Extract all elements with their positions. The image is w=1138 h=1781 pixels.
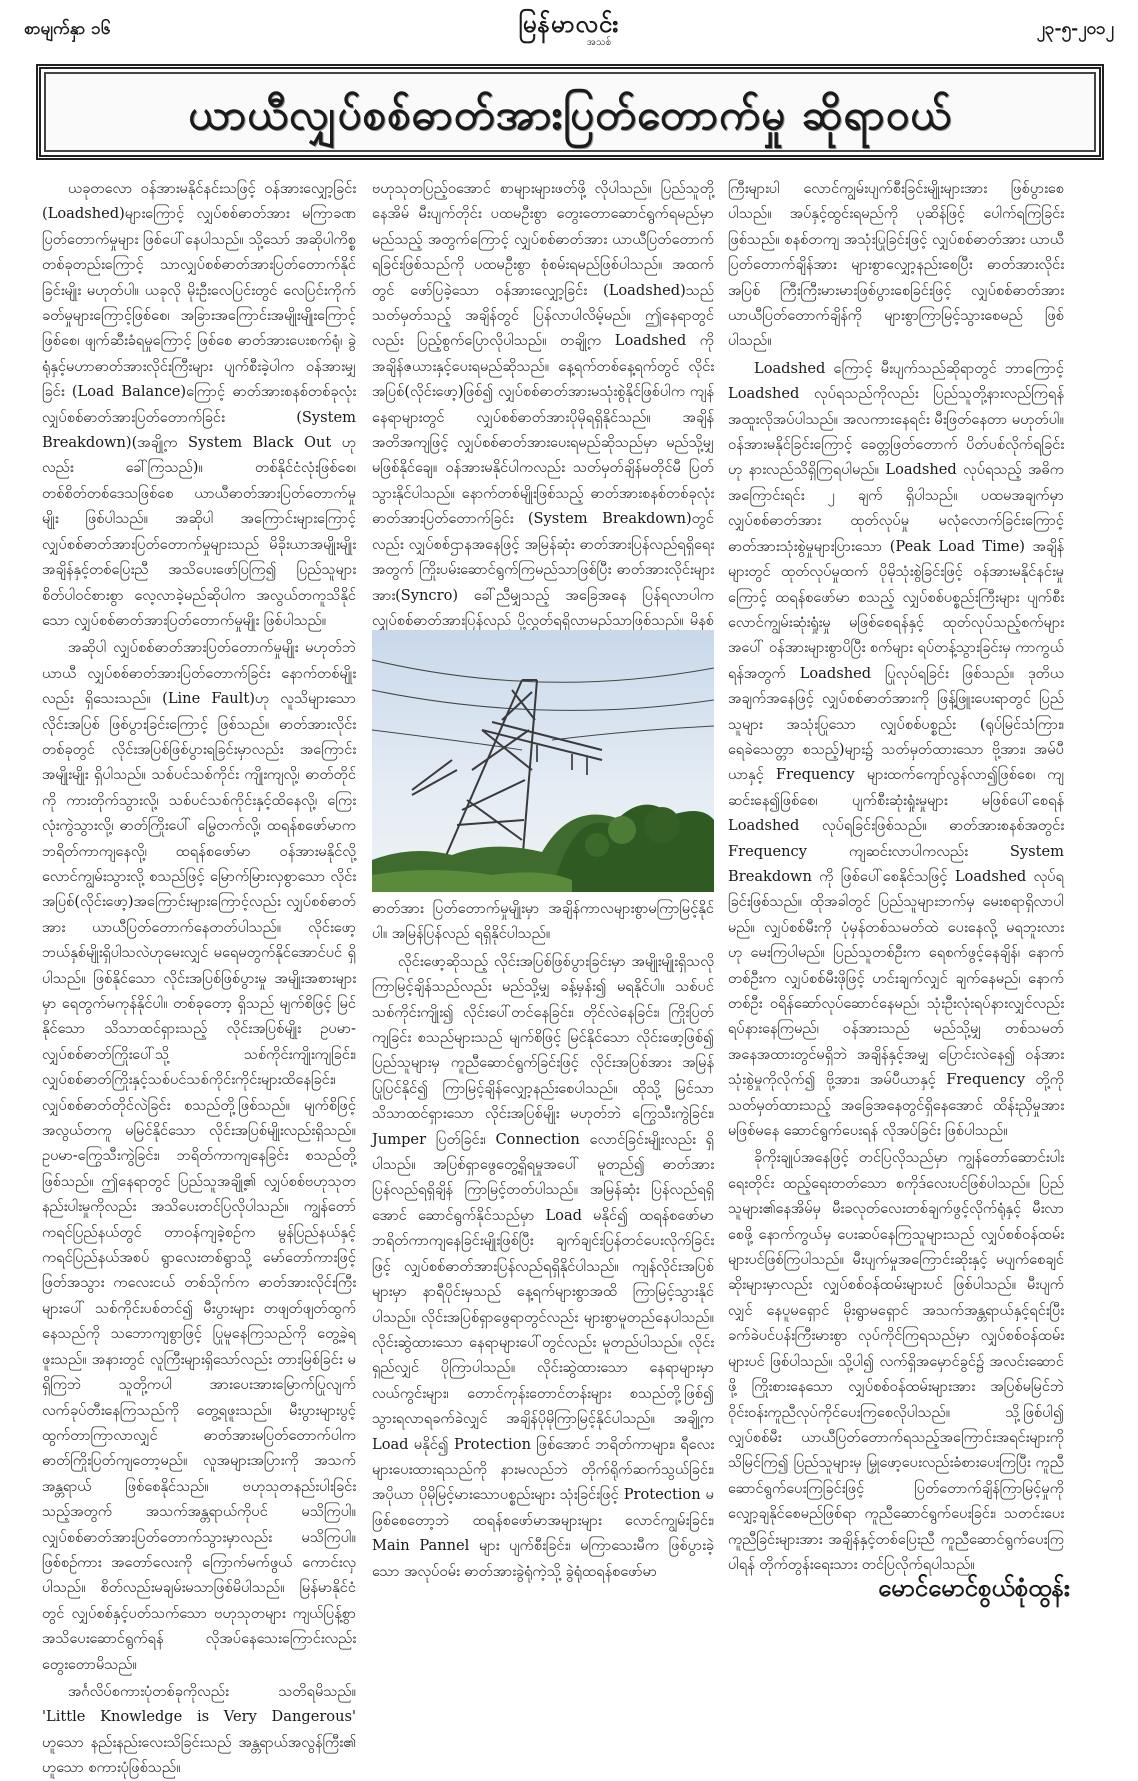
column-2-top [372,176,714,629]
article-column-3 [728,176,1064,1606]
headline-box [36,64,1104,160]
page-number: စာမျက်နှာ ၁၆ [24,19,111,39]
column-2-bottom [372,896,714,1606]
paragraph: ခိုကိုးချုပ်အနေဖြင့် တင်ပြလိုသည်မှာ ကျွန်တော်ဆောင်းပါးရေးတိုင်း ထည့်ရေးတတ်သော စကိုဒ်လေးပင်ဖြစ်ပါသည်။ ပြည်သူများ၏နေအိမ်မှ မီးခလုတ်လေးတစ်ချက်ဖွင့်လိုက်ရုံနှင့် မီးလာစေဖို့ နောက်ကွယ်မှ ပေးဆပ်နေကြသူများသည် လျှပ်စစ်ဝန်ထမ်းများပင်ဖြစ်ကြပါသည်။ မီးပျက်မှုအကြောင်းဆိုးနှင့် မပျက်စေချင်ဆိုးများမှာလည်း လျှပ်စစ်ဝန်ထမ်းများပင် ဖြစ်ပါသည်။ မီးပျက်လျှင် နေပူမရှောင် မိုးရွာမရှောင် အသက်အန္တရာယ်နှင့်ရင်းပြီး ခက်ခဲပင်ပန်းကြီးမားစွာ လုပ်ကိုင်ကြရသည်မှာ လျှပ်စစ်ဝန်ထမ်းများပင် ဖြစ်ပါသည်။ သို့ပါ၍ လက်ရှိအမှောင်ခွင်၌ အလင်းဆောင်ဖို့ ကြိုးစားနေသော လျှပ်စစ်ဝန်ထမ်းများအား အပြစ်မမြင်ဘဲ ဝိုင်းဝန်းကူညီလုပ်ကိုင်ပေးကြစေလိုပါသည်။ သို့ဖြစ်ပါ၍ လျှပ်စစ်မီး ယာယီပြတ်တောက်ရသည့်အကြောင်းအရင်းများကို သိမြင်ကြ၍ ပြည်သူများမှ မြှုဖော့ပေးလည်းခံစားပေးကြပြီး ကူညီဆောင်ရွက်ပေးကြခြင်းဖြင့် ပြတ်တောက်ချိန်ကြာမြင့်မှုကို လျှော့ချနိုင်စေမည်ဖြစ်ရာ ကူညီဆောင်ရွက်ပေးခြင်း၊ သတင်းပေးကူညီခြင်းများအား အချိန်နှင့်တစ်ပြေးညီ ကူညီဆောင်ရွက်ပေးကြပါရန် တိုက်တွန်းရေးသား တင်ပြလိုက်ရပါသည်။ [728,1149,1064,1573]
author-byline: မောင်မောင်စွယ်စုံထွန်း [878,1573,1070,1602]
paragraph: အဆိုပါ လျှပ်စစ်ဓာတ်အားပြတ်တောက်မှုမျိုး မဟုတ်ဘဲ ယာယီ လျှပ်စစ်ဓာတ်အားပြတ်တောက်ခြင်း နောက်တစ်မျိုးလည်း ရှိသေးသည်။ (Line Fault)ဟု လူသိများသော လိုင်းအပြစ် ဖြစ်ပွားခြင်းကြောင့် ဖြစ်သည်။ ဓာတ်အားလိုင်းတစ်ခုတွင် လိုင်းအပြစ်ဖြစ်ပွားရခြင်းမှာလည်း အကြောင်းအမျိုးမျိုး ရှိပါသည်။ သစ်ပင်သစ်ကိုင်း ကျိုးကျလို့၊ ဓာတ်တိုင်ကို ကားတိုက်သွားလို့၊ သစ်ပင်သစ်ကိုင်းနှင့်ထိနေလို့၊ ကြေးလုံးကွဲသွားလို့၊ ဓာတ်ကြိုးပေါ် မြွေတက်လို့၊ ထရန်စဖော်မာက ဘရိတ်ကာကျနေလို့၊ ထရန်စဖော်မာ ဝန်အားမနိုင်လို့ လောင်ကျွမ်းသွားလို့ စသည်ဖြင့် မြောက်မြားလှစွာသော လိုင်းအပြစ်(လိုင်းဖော့)အကြောင်းများကြောင့်လည်း လျှပ်စစ်ဓာတ်အား ယာယီပြတ်တောက်နေတတ်ပါသည်။ လိုင်းဖော့ ဘယ်နှစ်မျိုးရှိပါသလဲဟုမေးလျှင် မရေမတွက်နိုင်အောင်ပင် ရှိပါသည်။ ဖြစ်နိုင်သော လိုင်းအပြစ်ဖြစ်ပွားမှု အမျိုးအစားများမှာ ရေတွက်မကုန်နိုင်ပါ။ တစ်ခုတော့ ရှိသည် မျက်စိဖြင့် မြင်နိုင်သော သိသာထင်ရှားသည့် လိုင်းအပြစ်မျိုး ဥပမာ-လျှပ်စစ်ဓာတ်ကြိုးပေါ်သို့ သစ်ကိုင်းကျိုးကျခြင်း၊ လျှပ်စစ်ဓာတ်ကြိုးနှင့်သစ်ပင်သစ်ကိုင်းကိုင်းများထိနေခြင်း၊ လျှပ်စစ်ဓာတ်တိုင်လဲခြင်း စသည်တို့ဖြစ်သည်။ မျက်စိဖြင့် အလွယ်တကူ မမြင်နိုင်သော လိုင်းအပြစ်မျိုးလည်းရှိသည်။ ဥပမာ-ကြွေသီးကွဲခြင်း၊ ဘရိတ်ကာကျနေခြင်း စသည်တို့ဖြစ်သည်။ ဤနေရာတွင် ပြည်သူအချို့၏ လျှပ်စစ်ဗဟုသုတနည်းပါးမှုကိုလည်း အသိပေးတင်ပြလိုပါသည်။ ကျွန်တော် ကရင်ပြည်နယ်တွင် တာဝန်ကျခဲ့စဉ်က မွန်ပြည်နယ်နှင့်ကရင်ပြည်နယ်အစပ် ရွာလေးတစ်ရွာသို့ မော်တော်ကားဖြင့် ဖြတ်အသွား ကလေးငယ် တစ်သိုက်က ဓာတ်အားလိုင်းကြီးများပေါ် သစ်ကိုင်းပစ်တင်၍ မီးပွားများ တဖျတ်ဖျတ်ထွက်နေသည်ကို သဘောကျစွာဖြင့် ပြုမူနေကြသည်ကို တွေ့ခဲ့ရဖူးသည်။ အနားတွင် လူကြီးများရှိသော်လည်း တားမြစ်ခြင်း မရှိကြဘဲ သူတို့ကပါ အားပေးအားမြောက်ပြုလျက် လက်ခုပ်တီးနေကြသည်ကို တွေ့ရဖူးသည်။ မီးပွားများပွင့်ထွက်တာကြာလာလျှင် ဓာတ်အားမပြတ်တောက်ပါက ဓာတ်ကြိုးပြတ်ကျတော့မည်။ လူအများအပြားကို အသက်အန္တရာယ် ဖြစ်စေနိုင်သည်။ ဗဟုသုတနည်းပါးခြင်းသည့်အတွက် အသက်အန္တရာယ်ကိုပင် မသိကြပါ။ လျှပ်စစ်ဓာတ်အားပြတ်တောက်သွားမှာလည်း မသိကြပါ။ ဖြစ်စဉ်ကား အတော်လေးကို ကြောက်မက်ဖွယ် ကောင်းလှပါသည်။ စိတ်လည်းမချမ်းမသာဖြစ်မိပါသည်။ မြန်မာနိုင်ငံတွင် လျှပ်စစ်နှင့်ပတ်သက်သော ဗဟုသုတများ ကျယ်ပြန့်စွာ အသိပေးဆောင်ရွက်ရန် လိုအပ်နေသေးကြောင်းလည်း တွေးတောမိသည်။ [42,639,356,1673]
transmission-tower-image [372,630,714,892]
page-header [24,10,1114,50]
masthead-subtitle: အသစ် [586,37,612,48]
power-tower-photo [372,630,714,892]
headline: ယာယီလျှပ်စစ်ဓာတ်အားပြတ်တောက်မှု ဆိုရာဝယ် [188,90,952,139]
issue-date: ၂၃-၅-၂၀၁၂ [1036,19,1114,39]
paragraph: ယခုတလော ဝန်အားမနိုင်နင်းသဖြင့် ဝန်အားလျှော့ခြင်း (Loadshed)များကြောင့် လျှပ်စစ်ဓာတ်အား မကြာခဏပြတ်တောက်မှုများ ဖြစ်ပေါ်နေပါသည်။ သို့သော် အဆိုပါကိစ္စတစ်ခုတည်းကြောင့် သာလျှပ်စစ်ဓာတ်အားပြတ်တောက်နိုင်ခြင်းမျိုး မဟုတ်ပါ။ ယခုလို မိုးဦးလေပြင်းတွင် လေပြင်းကိုက်ခတ်မှုများကြောင့်ဖြစ်စေ၊ အခြားအကြောင်းအမျိုးမျိုးကြောင့် ဖြစ်စေ၊ ဖျက်ဆီးခံရမှုကြောင့် ဖြစ်စေ ဓာတ်အားပေးစက်ရုံ၊ ခွဲရုံနှင့်မဟာဓာတ်အားလိုင်းကြီးများ ပျက်စီးခဲ့ပါက ဝန်အားမျှခြင်း (Load Balance)ကြောင့် ဓာတ်အားစနစ်တစ်ခုလုံး လျှပ်စစ်ဓာတ်အားပြတ်တောက်ခြင်း (System Breakdown)(အချို့က System Black Out ဟုလည်း ခေါ်ကြသည်)။ တစ်နိုင်ငံလုံးဖြစ်စေ၊ တစ်စိတ်တစ်ဒေသဖြစ်စေ ယာယီဓာတ်အားပြတ်တောက်မှုမျိုး ဖြစ်ပါသည်။ အဆိုပါ အကြောင်းများကြောင့် လျှပ်စစ်ဓာတ်အားပြတ်တောက်မှုများသည် မိခိုးယာအမျိုးမျိုး အချိန်နှင့်တစ်ပြေးညီ အသိပေးဖော်ပြကြ၍ ပြည်သူများ စိတ်ပါဝင်စားစွာ လေ့လာခဲ့မည်ဆိုပါက အလွယ်တကူသိနိုင်သော လျှပ်စစ်ဓာတ်အားပြတ်တောက်မှုမျိုး ဖြစ်ပါသည်။ [42,180,356,629]
paragraph: အင်္ဂလိပ်စကားပုံတစ်ခုကိုလည်း သတိရမိသည်။ 'Little Knowledge is Very Dangerous' ဟူသော နည်းနည်းလေးသိခြင်းသည် အန္တရာယ်အလွန်ကြီး၏ ဟူသော စကားပုံဖြစ်သည်။ [42,1682,356,1777]
masthead-title: မြန်မာလင်း [518,9,620,38]
paragraph: လိုင်းဖော့ဆိုသည့် လိုင်းအပြစ်ဖြစ်ပွားခြင်းမှာ အမျိုးမျိုးရှိသလို ကြာမြင့်ချိန်သည်လည်း မည်သို့မျှ ခန့်မှန်း၍ မရနိုင်ပါ။ သစ်ပင်သစ်ကိုင်းကျိုး၍ လိုင်းပေါ်တင်နေခြင်း၊ တိုင်လဲနေခြင်း၊ ကြိုးပြတ်ကျခြင်း စသည်များသည် မျက်စိဖြင့် မြင်နိုင်သော လိုင်းဖော့ဖြစ်၍ ပြည်သူများမှ ကူညီဆောင်ရွက်ခြင်းဖြင့် လိုင်းအပြစ်အား အမြန်ပြုပြင်နိုင်၍ ကြာမြင့်ချိန်လျှော့နည်းစေပါသည်။ ထိုသို့ မြင်သာသိသာထင်ရှားသော လိုင်းအပြစ်မျိုး မဟုတ်ဘဲ ကြွေသီးကွဲခြင်း၊ Jumper ပြတ်ခြင်း၊ Connection လောင်ခြင်းမျိုးလည်း ရှိပါသည်။ အပြစ်ရှာဖွေတွေ့ရှိရမှုအပေါ် မူတည်၍ ဓာတ်အားပြန်လည်ရရှိချိန် ကြာမြင့်တတ်ပါသည်။ အမြန်ဆုံး ပြန်လည်ရရှိအောင် ဆောင်ရွက်နိုင်သည်မှာ Load မနိုင်၍ ထရန်စဖော်မာ ဘရိတ်ကာကျနေခြင်းမျိုးဖြစ်ပြီး ချက်ချင်းပြန်တင်ပေးလိုက်ခြင်းဖြင့် လျှပ်စစ်ဓာတ်အားပြန်လည်ရရှိနိုင်ပါသည်။ ကျန်လိုင်းအပြစ်များမှာ နာရီပိုင်းမှသည် နေ့ရက်များစွာအထိ ကြာမြင့်သွားနိုင်ပါသည်။ လိုင်းအပြစ်ရှာဖွေရာတွင်လည်း များစွာမူတည်နေပါသည်။ လိုင်းဆွဲထားသော နေရာများပေါ်တွင်လည်း မူတည်ပါသည်။ လိုင်းရှည်လျှင် ပိုကြာပါသည်။ လိုင်းဆွဲထားသော နေရာများမှာ လယ်ကွင်းများ၊ တောင်ကုန်းတောင်တန်းများ စသည်တို့ဖြစ်၍ သွားရလာရခက်ခဲလျှင် အချိန်ပိုမိုကြာမြင့်နိုင်ပါသည်။ အချို့က Load မနိုင်၍ Protection ဖြစ်အောင် ဘရိတ်ကာများ၊ ရီလေးများပေးထားရသည်ကို နားမလည်ဘဲ တိုက်ရိုက်ဆက်သွယ်ခြင်း၊ အပိုယာ ပိုမိုမြင့်မားသောပစ္စည်းများ သုံးခြင်းဖြင့် Protection မဖြစ်စေတော့ဘဲ ထရန်စဖော်မာအများများ လောင်ကျွမ်းခြင်း၊ Main Pannel များ ပျက်စီးခြင်း၊ မကြာသေးမီက ဖြစ်ပွားခဲ့သော အလုပ်ဝမ်း ဓာတ်အားခွဲရုံကဲ့သို့ ခွဲရုံထရန်စဖော်မာ [372,952,714,1580]
article-column-1 [42,176,356,1777]
paragraph: Loadshed ကြောင့် မီးပျက်သည်ဆိုရာတွင် ဘာကြောင့် Loadshed လုပ်ရသည်ကိုလည်း ပြည်သူတို့နားလည်ကြရန် အထူးလိုအပ်ပါသည်။ အလကားနေရင်း မီးဖြတ်နေတာ မဟုတ်ပါ။ ဝန်အားမနိုင်ခြင်းကြောင့် ခေတ္တဖြတ်တောက် ပိတ်ပစ်လိုက်ရခြင်းဟု နားလည်သိရှိကြရပါမည်။ Loadshed လုပ်ရသည့် အဓိကအကြောင်းရင်း ၂ ချက် ရှိပါသည်။ ပထမအချက်မှာ လျှပ်စစ်ဓာတ်အား ထုတ်လုပ်မှု မလုံလောက်ခြင်းကြောင့် ဓာတ်အားသုံးစွဲမှုများပြားသော (Peak Load Time) အချိန်များတွင် ထုတ်လုပ်မှုထက် ပိုမိုသုံးစွဲခြင်းဖြင့် ဝန်အားမနိုင်နင်းမှုကြောင့် ထရန်စဖော်မာ စသည့် လျှပ်စစ်ပစ္စည်းကြီးများ ပျက်စီးလောင်ကျွမ်းဆုံးရှုံးမှု မဖြစ်စေရန်နှင့် ထုတ်လုပ်သည့်စက်များအပေါ် ဝန်အားများစွာပိပြီး စက်များ ရပ်တန့်သွားခြင်းမှ ကာကွယ်ရန်အတွက် Loadshed ပြုလုပ်ရခြင်း ဖြစ်သည်။ ဒုတိယအချက်အနေဖြင့် လျှပ်စစ်ဓာတ်အားကို ဖြန့်ဖြူးပေးရာတွင် ပြည်သူများ အသုံးပြုသော လျှပ်စစ်ပစ္စည်း (ရုပ်မြင်သံကြား၊ ရေခဲသေတ္တာ စသည့်)များ၌ သတ်မှတ်ထားသော ဗို့အား၊ အမ်ပီယာနှင့် Frequency များထက်ကျော်လွန်လာ၍ဖြစ်စေ၊ ကျဆင်းနေ၍ဖြစ်စေ၊ ပျက်စီးဆုံးရှုံးမှုများ မဖြစ်ပေါ်စေရန် Loadshed လုပ်ရခြင်းဖြစ်သည်။ ဓာတ်အားစနစ်အတွင်း Frequency ကျဆင်းလာပါကလည်း System Breakdown ကို ဖြစ်ပေါ်စေနိုင်သဖြင့် Loadshed လုပ်ရခြင်းဖြစ်သည်။ ထိုအခါတွင် ပြည်သူများဘက်မှ မေးစရာရှိလာပါမည်။ လျှပ်စစ်မီးကို ပုံမှန်တစ်သမတ်ထဲ ပေးနေလို့ မရဘူးလား ဟု မေးကြပါမည်။ ပြည်သူတစ်ဦးက ရေစက်ဖွင့်နေချိန်၊ နောက်တစ်ဦးက လျှပ်စစ်မီးဖိုဖြင့် ဟင်းချက်လျှင် ချက်နေမည်၊ နောက်တစ်ဦး ဝရိန်ဆော်လုပ်ဆောင်နေမည်၊ သုံးဦးလုံးရပ်နားလျှင်လည်း ရပ်နားနေကြမည်၊ ဝန်အားသည် မည်သို့မျှ တစ်သမတ်အနေအထားတွင်မရှိဘဲ အချိန်နှင့်အမျှ ပြောင်းလဲနေ၍ ဝန်အားသုံးစွဲမှုကိုလိုက်၍ ဗို့အား၊ အမ်ပီယာနှင့် Frequency တို့ကို သတ်မှတ်ထားသည့် အခြေအနေတွင်ရှိနေအောင် ထိန်းညှိမှုအား မဖြစ်မနေ ဆောင်ရွက်ပေးရန် လိုအပ်ခြင်း ဖြစ်ပါသည်။ [728,359,1064,1140]
paragraph: ကြီးများပါ လောင်ကျွမ်းပျက်စီးခြင်းမျိုးများအား ဖြစ်ပွားစေပါသည်။ အပ်နှင့်ထွင်းရမည်ကို ပုဆိန်ဖြင့် ပေါက်ရကြခြင်းဖြစ်သည်။ စနစ်တကျ အသုံးပြုခြင်းဖြင့် လျှပ်စစ်ဓာတ်အား ယာယီပြတ်တောက်ချိန်အား များစွာလျှော့နည်းစေပြီး ဓာတ်အားလိုင်းအပြစ် ကြီးကြီးမားမားဖြစ်ပွားစေခြင်းဖြင့် လျှပ်စစ်ဓာတ်အား ယာယီပြတ်တောက်ချိန်ကို များစွာကြာမြင့်သွားစေမည် ဖြစ်ပါသည်။ [728,180,1064,350]
paragraph: ဗဟုသုတပြည့်ဝအောင် စာများများဖတ်ဖို့ လိုပါသည်။ ပြည်သူတို့နေအိမ် မီးပျက်တိုင်း ပထမဦးစွာ တွေးတောဆောင်ရွက်ရမည်မှာ မည်သည့် အတွက်ကြောင့် လျှပ်စစ်ဓာတ်အား ယာယီပြတ်တောက်ရခြင်းဖြစ်သည်ကို ပထမဦးစွာ စုံစမ်းရမည်ဖြစ်ပါသည်။ အထက်တွင် ဖော်ပြခဲ့သော ဝန်အားလျှော့ခြင်း (Loadshed)သည် သတ်မှတ်သည့် အချိန်တွင် ပြန်လာပါလိမ့်မည်။ ဤနေရာတွင်လည်း ပြည့်စွက်ပြောလိုပါသည်။ တချို့က Loadshed ကို အချိန်ဇယားနှင့်ပေးရမည်ဆိုသည်။ နေ့ရက်တစ်နေ့ရက်တွင် လိုင်းအပြစ်(လိုင်းဖော့)ဖြစ်၍ လျှပ်စစ်ဓာတ်အားမသုံးစွဲနိုင်ဖြစ်ပါက ကျန်နေရာများတွင် လျှပ်စစ်ဓာတ်အားပိုမိုရရှိနိုင်သည်။ အချိန်အတိအကျဖြင့် လျှပ်စစ်ဓာတ်အားပေးရမည်ဆိုသည်မှာ မည်သို့မျှမဖြစ်နိုင်ချေ။ ဝန်အားမနိုင်ပါကလည်း သတ်မှတ်ချိန်မတိုင်မီ ပြတ်သွားနိုင်ပါသည်။ နောက်တစ်မျိုးဖြစ်သည့် ဓာတ်အားစနစ်တစ်ခုလုံး ဓာတ်အားပြတ်တောက်ခြင်း (System Breakdown)တွင်လည်း လျှပ်စစ်ဌာနအနေဖြင့် အမြန်ဆုံး ဓာတ်အားပြန်လည်ရရှိရေးအတွက် ကြိုးပမ်းဆောင်ရွက်ကြမည်သာဖြစ်ပြီး ဓာတ်အားလိုင်းများအား(Syncro) ခေါ်ညီမျှသည့် အခြေအနေ ပြန်ရလာပါက လျှပ်စစ်ဓာတ်အားပြန်လည် ပို့လွှတ်ရရှိလာမည်သာဖြစ်သည်။ မိနစ် [372,180,714,629]
masthead-logo [494,10,644,50]
paragraph: ဓာတ်အား ပြတ်တောက်မှုမျိုးမှာ အချိန်ကာလများစွာမကြာမြင့်နိုင်ပါ။ အမြန်ပြန်လည် ရရှိနိုင်ပါသည်။ [372,900,714,943]
